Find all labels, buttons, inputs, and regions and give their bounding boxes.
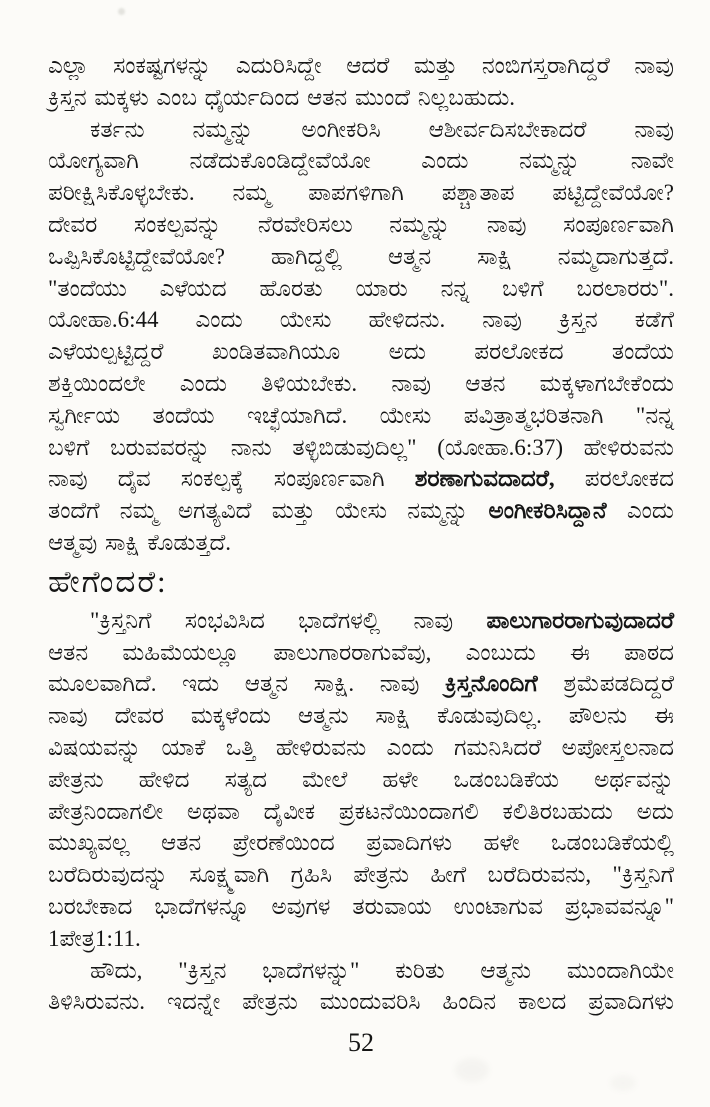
text-line: "ಕ್ರಿಸ್ತನಿಗೆ ಸಂಭವಿಸಿದ ಭಾದೆಗಳಲ್ಲಿ ನಾವು ಪಾಲುಗಾರರಾಗುವುದಾದರೆ: [90, 607, 674, 633]
text-line: "ತಂದೆಯು ಎಳೆಯದ ಹೊರತು ಯಾರು ನನ್ನ ಬಳಿಗೆ ಬರಲಾರರು".: [48, 275, 674, 301]
text-line: ಹೌದು, "ಕ್ರಿಸ್ತನ ಭಾದೆಗಳನ್ನು" ಕುರಿತು ಆತ್ಮನು ಮುಂದಾಗಿಯೇ: [90, 957, 674, 983]
section-heading: ಹೇಗೆಂದರೆ:: [48, 563, 168, 599]
scan-noise: [610, 1075, 636, 1091]
text-line: ಎಲ್ಲಾ ಸಂಕಷ್ಟಗಳನ್ನು ಎದುರಿಸಿದ್ದೇ ಆದರೆ ಮತ್ತು ನಂಬಿಗಸ್ತರಾಗಿದ್ದರೆ ನಾವು: [48, 53, 674, 78]
page-number: 52: [348, 1028, 374, 1058]
text-line: ಒಪ್ಪಿಸಿಕೊಟ್ಟಿದ್ದೇವೆಯೋ? ಹಾಗಿದ್ದಲ್ಲಿ ಆತ್ಮನ ಸಾಕ್ಷಿ ನಮ್ಮದಾಗುತ್ತದೆ.: [48, 243, 674, 269]
text-line: ಕರ್ತನು ನಮ್ಮನ್ನು ಅಂಗೀಕರಿಸಿ ಆಶೀರ್ವದಿಸಬೇಕಾದರೆ ನಾವು: [90, 116, 674, 142]
text-line: ಯೋಗ್ಯವಾಗಿ ನಡೆದುಕೊಂಡಿದ್ದೇವೆಯೋ ಎಂದು ನಮ್ಮನ್ನು ನಾವೇ: [48, 148, 674, 174]
text-line: ಪೇತ್ರನಿಂದಾಗಲೀ ಅಥವಾ ದೈವೀಕ ಪ್ರಕಟನೆಯಿಂದಾಗಲಿ ಕಲಿತಿರಬಹುದು ಅದು: [48, 798, 674, 824]
text-line: ಆತನ ಮಹಿಮೆಯಲ್ಲೂ ಪಾಲುಗಾರರಾಗುವೆವು, ಎಂಬುದು ಈ ಪಾಠದ: [48, 639, 674, 665]
text-line: ಬರೆದಿರುವುದನ್ನು ಸೂಕ್ಷ್ಮವಾಗಿ ಗ್ರಹಿಸಿ ಪೇತ್ರನು ಹೀಗೆ ಬರೆದಿರುವನು, "ಕ್ರಿಸ್ತನಿಗೆ: [48, 862, 674, 888]
text-line: ನಾವು ದೇವರ ಮಕ್ಕಳೆಂದು ಆತ್ಮನು ಸಾಕ್ಷಿ ಕೊಡುವುದಿಲ್ಲ. ಪೌಲನು ಈ: [48, 703, 674, 729]
text-line: ತಿಳಿಸಿರುವನು. ಇದನ್ನೇ ಪೇತ್ರನು ಮುಂದುವರಿಸಿ ಹಿಂದಿನ ಕಾಲದ ಪ್ರವಾದಿಗಳು: [48, 989, 674, 1015]
text-line: ಸ್ವರ್ಗೀಯ ತಂದೆಯ ಇಚ್ಛೆಯಾಗಿದೆ. ಯೇಸು ಪವಿತ್ರಾತ್ಮಭರಿತನಾಗಿ "ನನ್ನ: [48, 402, 674, 428]
text-line: ದೇವರ ಸಂಕಲ್ಪವನ್ನು ನೆರವೇರಿಸಲು ನಮ್ಮನ್ನು ನಾವು ಸಂಪೂರ್ಣವಾಗಿ: [48, 211, 674, 237]
text-line: ಯೋಹಾ.6:44 ಎಂದು ಯೇಸು ಹೇಳಿದನು. ನಾವು ಕ್ರಿಸ್ತನ ಕಡೆಗೆ: [48, 307, 674, 333]
text-line: ಶಕ್ತಿಯಿಂದಲೇ ಎಂದು ತಿಳಿಯಬೇಕು. ನಾವು ಆತನ ಮಕ್ಕಳಾಗಬೇಕೆಂದು: [48, 370, 674, 396]
text-line: ಪೇತ್ರನು ಹೇಳಿದ ಸತ್ಯದ ಮೇಲೆ ಹಳೇ ಒಡಂಬಡಿಕೆಯ ಅರ್ಥವನ್ನು: [48, 766, 674, 792]
text-line: ವಿಷಯವನ್ನು ಯಾಕೆ ಒತ್ತಿ ಹೇಳಿರುವನು ಎಂದು ಗಮನಿಸಿದರೆ ಅಪೋಸ್ತಲನಾದ: [48, 734, 674, 760]
text-line: ಬಳಿಗೆ ಬರುವವರನ್ನು ನಾನು ತಳ್ಳಿಬಿಡುವುದಿಲ್ಲ" (ಯೋಹಾ.6:37) ಹೇಳಿರುವನು: [48, 434, 674, 460]
text-line: ತಂದೆಗೆ ನಮ್ಮ ಅಗತ್ಯವಿದೆ ಮತ್ತು ಯೇಸು ನಮ್ಮನ್ನು ಅಂಗೀಕರಿಸಿದ್ದಾನೆ ಎಂದು: [48, 498, 674, 524]
text-line: ಆತ್ಮವು ಸಾಕ್ಷಿ ಕೊಡುತ್ತದೆ.: [48, 529, 231, 555]
text-line: ಮೂಲವಾಗಿದೆ. ಇದು ಆತ್ಮನ ಸಾಕ್ಷಿ. ನಾವು ಕ್ರಿಸ್ತನೊಂದಿಗೆ ಶ್ರಮೆಪಡದಿದ್ದರೆ: [48, 671, 674, 697]
text-line: 1ಪೇತ್ರ1:11.: [48, 925, 141, 951]
scan-noise: [455, 1058, 489, 1082]
text-line: ಮುಖ್ಯವಲ್ಲ ಆತನ ಪ್ರೇರಣೆಯಿಂದ ಪ್ರವಾದಿಗಳು ಹಳೇ ಒಡಂಬಡಿಕೆಯಲ್ಲಿ: [48, 830, 674, 856]
scan-noise: [118, 8, 125, 15]
text-line: ಬರಬೇಕಾದ ಭಾದೆಗಳನ್ನೂ ಅವುಗಳ ತರುವಾಯ ಉಂಟಾಗುವ ಪ್ರಭಾವವನ್ನೂ": [48, 893, 674, 919]
text-line: ಎಳೆಯಲ್ಪಟ್ಟಿದ್ದರೆ ಖಂಡಿತವಾಗಿಯೂ ಅದು ಪರಲೋಕದ ತಂದೆಯ: [48, 339, 674, 365]
text-line: ಪರೀಕ್ಷಿಸಿಕೊಳ್ಳಬೇಕು. ನಮ್ಮ ಪಾಪಗಳಿಗಾಗಿ ಪಶ್ಚಾತಾಪ ಪಟ್ಟಿದ್ದೇವೆಯೋ?: [48, 180, 674, 206]
page-text: [48, 50, 674, 1060]
text-line: ಕ್ರಿಸ್ತನ ಮಕ್ಕಳು ಎಂಬ ಧೈರ್ಯದಿಂದ ಆತನ ಮುಂದೆ ನಿಲ್ಲಬಹುದು.: [48, 84, 516, 110]
text-line: ನಾವು ದೈವ ಸಂಕಲ್ಪಕ್ಕೆ ಸಂಪೂರ್ಣವಾಗಿ ಶರಣಾಗುವದಾದರೆ, ಪರಲೋಕದ: [48, 466, 674, 492]
